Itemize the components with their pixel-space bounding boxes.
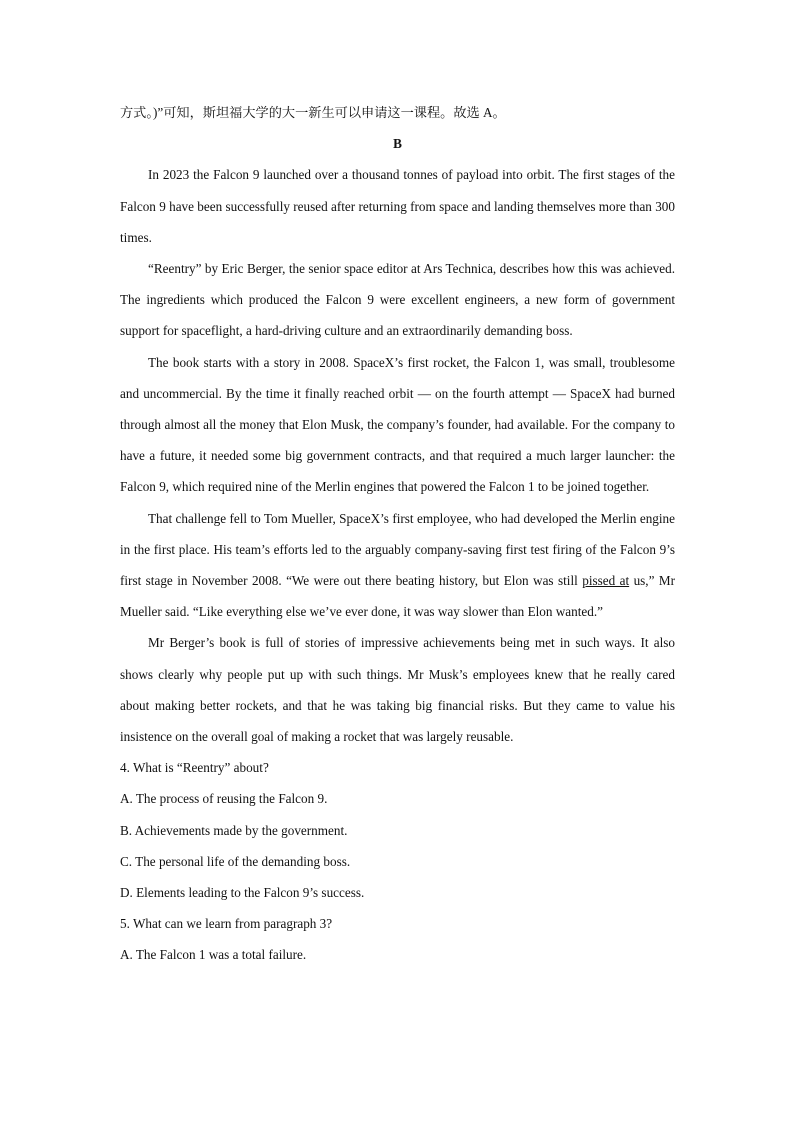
paragraph-2: “Reentry” by Eric Berger, the senior space editor at Ars Technica, describes how this was achieved. The ingredients which produced the Falcon 9 were excellent engineers, a new form of government support for spaceflight, a hard-driving culture and an extraordinarily demanding boss. [120,261,675,339]
question-5-stem: 5. What can we learn from paragraph 3? [120,916,333,932]
paragraph-3: The book starts with a story in 2008. SpaceX’s first rocket, the Falcon 1, was small, troublesome and uncommercial. By the time it finally reached orbit — on the fourth attempt — SpaceX had burned through almost all the money that Elon Musk, the company’s founder, had available. For the company to have a future, it needed some big government contracts, and that required a much larger launcher: the Falcon 9, which required nine of the Merlin engines that powered the Falcon 1 to be joined together. [120,354,675,495]
section-title: B [393,136,402,152]
document-page [120,97,675,971]
paragraph-5: Mr Berger’s book is full of stories of impressive achievements being met in such ways. It also shows clearly why people put up with such things. Mr Musk’s employees knew that he really cared about making better rockets, and that he was taking big financial risks. But they came to value his insistence on the overall goal of making a rocket that was largely reusable. [120,635,675,745]
question-5-option-a: A. The Falcon 1 was a total failure. [120,947,307,963]
question-4-option-c: C. The personal life of the demanding boss. [120,853,351,869]
question-4-option-d: D. Elements leading to the Falcon 9’s success. [120,885,365,901]
underlined-phrase: pissed at [582,573,630,589]
paragraph-1: In 2023 the Falcon 9 launched over a thousand tonnes of payload into orbit. The first stages of the Falcon 9 have been successfully reused after returning from space and landing themselves more than 300 times. [120,167,675,245]
intro-line: 方式。)”可知，斯坦福大学的大一新生可以申请这一课程。故选 A。 [120,105,506,120]
question-4-stem: 4. What is “Reentry” about? [120,760,269,776]
question-4-option-b: B. Achievements made by the government. [120,822,348,838]
paragraph-4-text-b: us,” Mr Mueller said. “Like everything else we’ve ever done, it was way slower than Elon wanted.” [120,573,675,620]
question-4-option-a: A. The process of reusing the Falcon 9. [120,791,328,807]
paragraph-4-text-a: That challenge fell to Tom Mueller, SpaceX’s first employee, who had developed the Merlin engine in the first place. His team’s efforts led to the arguably company-saving first test firing of the Falcon 9’s first stage in November 2008. “We were out there beating history, but Elon was still [120,510,675,589]
paragraph-4 [120,503,675,628]
